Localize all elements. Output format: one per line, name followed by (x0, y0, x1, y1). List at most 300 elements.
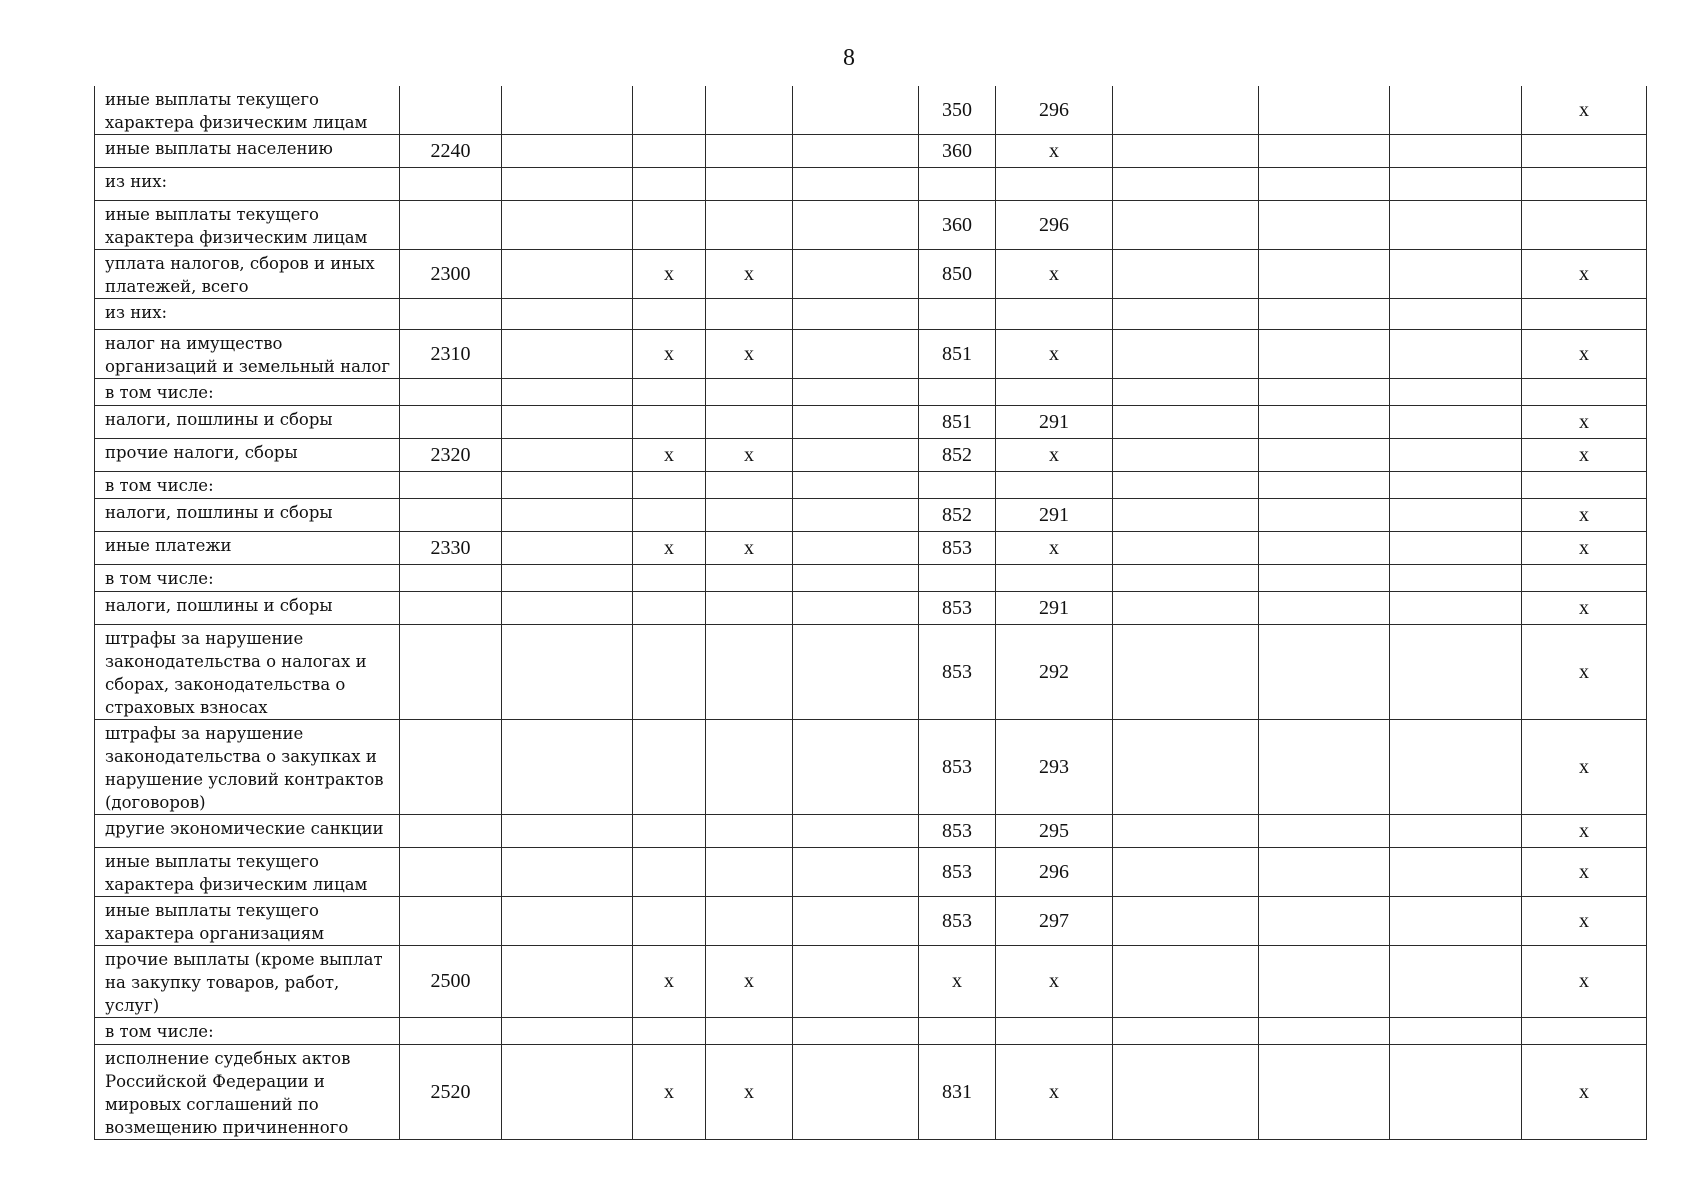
col3-cell (502, 815, 633, 848)
budget-code-cell (400, 472, 502, 499)
col3-cell (502, 565, 633, 592)
col11-cell (1390, 815, 1522, 848)
col12-cell: x (1522, 897, 1647, 946)
kosgu-code-cell: x (996, 135, 1113, 168)
col11-cell (1390, 168, 1522, 201)
col5-cell (706, 848, 793, 897)
col12-cell (1522, 1018, 1647, 1045)
col3-cell (502, 625, 633, 720)
budget-code-cell (400, 379, 502, 406)
budget-code-cell (400, 299, 502, 330)
budget-code-cell (400, 815, 502, 848)
col11-cell (1390, 379, 1522, 406)
col3-cell (502, 1045, 633, 1140)
row-name-cell: уплата налогов, сборов и иных платежей, всего (95, 250, 400, 299)
expense-type-code-cell: 852 (919, 499, 996, 532)
expense-type-code-cell: 853 (919, 848, 996, 897)
col5-cell: x (706, 330, 793, 379)
col3-cell (502, 1018, 633, 1045)
expense-type-code-cell: 851 (919, 330, 996, 379)
kosgu-code-cell (996, 1018, 1113, 1045)
col3-cell (502, 897, 633, 946)
col3-cell (502, 472, 633, 499)
row-name-cell: иные платежи (95, 532, 400, 565)
col6-cell (793, 897, 919, 946)
table-body (95, 86, 1647, 1140)
budget-code-cell: 2330 (400, 532, 502, 565)
col9-cell (1113, 379, 1259, 406)
col11-cell (1390, 848, 1522, 897)
table-row (95, 1045, 1647, 1140)
col6-cell (793, 848, 919, 897)
col9-cell (1113, 897, 1259, 946)
col11-cell (1390, 86, 1522, 135)
kosgu-code-cell: x (996, 1045, 1113, 1140)
col10-cell (1259, 330, 1390, 379)
col10-cell (1259, 439, 1390, 472)
row-name-cell: иные выплаты текущего характера физическим лицам (95, 848, 400, 897)
col11-cell (1390, 406, 1522, 439)
budget-code-cell (400, 86, 502, 135)
kosgu-code-cell (996, 168, 1113, 201)
col9-cell (1113, 299, 1259, 330)
kosgu-code-cell: 296 (996, 848, 1113, 897)
table-row (95, 565, 1647, 592)
budget-code-cell (400, 499, 502, 532)
col9-cell (1113, 499, 1259, 532)
col11-cell (1390, 565, 1522, 592)
col5-cell (706, 299, 793, 330)
budget-code-cell (400, 168, 502, 201)
col6-cell (793, 439, 919, 472)
col6-cell (793, 1045, 919, 1140)
col12-cell: x (1522, 848, 1647, 897)
col9-cell (1113, 135, 1259, 168)
kosgu-code-cell: x (996, 250, 1113, 299)
col5-cell (706, 592, 793, 625)
row-name-cell: штрафы за нарушение законодательства о закупках и нарушение условий контрактов (договоров) (95, 720, 400, 815)
table-row (95, 625, 1647, 720)
row-name-cell: иные выплаты текущего характера организациям (95, 897, 400, 946)
col12-cell: x (1522, 720, 1647, 815)
col5-cell (706, 135, 793, 168)
budget-code-cell (400, 897, 502, 946)
col4-cell (633, 720, 706, 815)
col10-cell (1259, 1045, 1390, 1140)
col5-cell: x (706, 250, 793, 299)
col4-cell: x (633, 439, 706, 472)
budget-code-cell (400, 406, 502, 439)
col4-cell (633, 815, 706, 848)
col11-cell (1390, 201, 1522, 250)
col10-cell (1259, 250, 1390, 299)
col9-cell (1113, 815, 1259, 848)
col5-cell (706, 815, 793, 848)
col3-cell (502, 532, 633, 565)
col9-cell (1113, 86, 1259, 135)
col3-cell (502, 499, 633, 532)
kosgu-code-cell: 291 (996, 406, 1113, 439)
col10-cell (1259, 897, 1390, 946)
table-row (95, 499, 1647, 532)
table-row (95, 815, 1647, 848)
col12-cell (1522, 472, 1647, 499)
col10-cell (1259, 625, 1390, 720)
col6-cell (793, 299, 919, 330)
col10-cell (1259, 815, 1390, 848)
col11-cell (1390, 299, 1522, 330)
report-table (94, 86, 1647, 1140)
col3-cell (502, 406, 633, 439)
col5-cell (706, 565, 793, 592)
expense-type-code-cell: 831 (919, 1045, 996, 1140)
kosgu-code-cell: 292 (996, 625, 1113, 720)
col12-cell (1522, 201, 1647, 250)
row-name-cell: в том числе: (95, 565, 400, 592)
col4-cell (633, 472, 706, 499)
budget-code-cell (400, 1018, 502, 1045)
expense-type-code-cell (919, 299, 996, 330)
expense-type-code-cell: 850 (919, 250, 996, 299)
budget-code-cell (400, 201, 502, 250)
kosgu-code-cell: x (996, 330, 1113, 379)
expense-type-code-cell: 853 (919, 592, 996, 625)
expense-type-code-cell: 853 (919, 815, 996, 848)
col3-cell (502, 201, 633, 250)
col9-cell (1113, 168, 1259, 201)
col4-cell (633, 897, 706, 946)
col4-cell (633, 379, 706, 406)
col12-cell: x (1522, 86, 1647, 135)
col12-cell: x (1522, 1045, 1647, 1140)
col10-cell (1259, 848, 1390, 897)
table-row (95, 406, 1647, 439)
expense-type-code-cell: 852 (919, 439, 996, 472)
kosgu-code-cell: 296 (996, 201, 1113, 250)
row-name-cell: налоги, пошлины и сборы (95, 592, 400, 625)
row-name-cell: штрафы за нарушение законодательства о налогах и сборах, законодательства о страховых взносах (95, 625, 400, 720)
kosgu-code-cell (996, 565, 1113, 592)
row-name-cell: из них: (95, 299, 400, 330)
col4-cell (633, 1018, 706, 1045)
col4-cell (633, 299, 706, 330)
col4-cell: x (633, 532, 706, 565)
kosgu-code-cell: 296 (996, 86, 1113, 135)
col10-cell (1259, 406, 1390, 439)
col9-cell (1113, 565, 1259, 592)
kosgu-code-cell (996, 472, 1113, 499)
expense-type-code-cell (919, 379, 996, 406)
col6-cell (793, 330, 919, 379)
col12-cell (1522, 379, 1647, 406)
budget-code-cell (400, 848, 502, 897)
col5-cell (706, 201, 793, 250)
budget-code-cell (400, 625, 502, 720)
table-row (95, 848, 1647, 897)
kosgu-code-cell: 297 (996, 897, 1113, 946)
col4-cell (633, 406, 706, 439)
col3-cell (502, 946, 633, 1018)
col12-cell (1522, 565, 1647, 592)
col12-cell: x (1522, 946, 1647, 1018)
page-number: 8 (843, 45, 855, 71)
table-row (95, 439, 1647, 472)
row-name-cell: иные выплаты текущего характера физическим лицам (95, 86, 400, 135)
col6-cell (793, 135, 919, 168)
kosgu-code-cell (996, 299, 1113, 330)
col6-cell (793, 472, 919, 499)
table-row (95, 946, 1647, 1018)
col12-cell: x (1522, 592, 1647, 625)
budget-code-cell (400, 592, 502, 625)
col3-cell (502, 86, 633, 135)
col4-cell: x (633, 250, 706, 299)
row-name-cell: иные выплаты населению (95, 135, 400, 168)
col4-cell (633, 499, 706, 532)
kosgu-code-cell: x (996, 439, 1113, 472)
row-name-cell: в том числе: (95, 472, 400, 499)
kosgu-code-cell: x (996, 532, 1113, 565)
col5-cell: x (706, 1045, 793, 1140)
col10-cell (1259, 168, 1390, 201)
col3-cell (502, 135, 633, 168)
kosgu-code-cell: 291 (996, 592, 1113, 625)
col5-cell (706, 379, 793, 406)
col5-cell (706, 86, 793, 135)
col11-cell (1390, 946, 1522, 1018)
row-name-cell: другие экономические санкции (95, 815, 400, 848)
expense-type-code-cell (919, 472, 996, 499)
table-row (95, 135, 1647, 168)
col6-cell (793, 406, 919, 439)
col11-cell (1390, 625, 1522, 720)
col5-cell (706, 472, 793, 499)
kosgu-code-cell: x (996, 946, 1113, 1018)
col4-cell (633, 86, 706, 135)
col11-cell (1390, 720, 1522, 815)
expense-type-code-cell: 853 (919, 532, 996, 565)
col10-cell (1259, 532, 1390, 565)
col12-cell: x (1522, 532, 1647, 565)
col12-cell: x (1522, 406, 1647, 439)
col4-cell (633, 592, 706, 625)
kosgu-code-cell (996, 379, 1113, 406)
col9-cell (1113, 439, 1259, 472)
expense-type-code-cell (919, 168, 996, 201)
col9-cell (1113, 946, 1259, 1018)
col11-cell (1390, 499, 1522, 532)
col10-cell (1259, 720, 1390, 815)
col5-cell (706, 720, 793, 815)
col10-cell (1259, 946, 1390, 1018)
col3-cell (502, 720, 633, 815)
budget-code-cell (400, 720, 502, 815)
expense-type-code-cell: 360 (919, 135, 996, 168)
col9-cell (1113, 1045, 1259, 1140)
col3-cell (502, 379, 633, 406)
budget-code-cell: 2320 (400, 439, 502, 472)
col9-cell (1113, 250, 1259, 299)
col10-cell (1259, 135, 1390, 168)
col10-cell (1259, 86, 1390, 135)
row-name-cell: налоги, пошлины и сборы (95, 499, 400, 532)
col10-cell (1259, 472, 1390, 499)
table-row (95, 472, 1647, 499)
col6-cell (793, 168, 919, 201)
budget-code-cell: 2310 (400, 330, 502, 379)
col9-cell (1113, 201, 1259, 250)
row-name-cell: налог на имущество организаций и земельный налог (95, 330, 400, 379)
col5-cell (706, 168, 793, 201)
table-row (95, 330, 1647, 379)
col4-cell (633, 135, 706, 168)
col6-cell (793, 1018, 919, 1045)
col11-cell (1390, 1045, 1522, 1140)
col6-cell (793, 379, 919, 406)
col10-cell (1259, 499, 1390, 532)
expense-type-code-cell: 853 (919, 897, 996, 946)
col5-cell (706, 897, 793, 946)
col10-cell (1259, 201, 1390, 250)
col5-cell (706, 406, 793, 439)
col4-cell (633, 168, 706, 201)
col5-cell (706, 625, 793, 720)
row-name-cell: прочие налоги, сборы (95, 439, 400, 472)
col12-cell: x (1522, 439, 1647, 472)
col4-cell (633, 848, 706, 897)
kosgu-code-cell: 293 (996, 720, 1113, 815)
table-row (95, 168, 1647, 201)
budget-code-cell: 2520 (400, 1045, 502, 1140)
col4-cell (633, 201, 706, 250)
col4-cell: x (633, 946, 706, 1018)
col3-cell (502, 592, 633, 625)
col11-cell (1390, 1018, 1522, 1045)
col9-cell (1113, 532, 1259, 565)
budget-code-cell (400, 565, 502, 592)
col11-cell (1390, 592, 1522, 625)
col9-cell (1113, 720, 1259, 815)
col6-cell (793, 499, 919, 532)
expense-type-code-cell (919, 565, 996, 592)
col11-cell (1390, 135, 1522, 168)
col3-cell (502, 848, 633, 897)
table-row (95, 250, 1647, 299)
col9-cell (1113, 472, 1259, 499)
col3-cell (502, 439, 633, 472)
expense-type-code-cell: 853 (919, 720, 996, 815)
row-name-cell: исполнение судебных актов Российской Федерации и мировых соглашений по возмещению причиненного (95, 1045, 400, 1140)
col6-cell (793, 946, 919, 1018)
kosgu-code-cell: 291 (996, 499, 1113, 532)
col6-cell (793, 815, 919, 848)
col9-cell (1113, 330, 1259, 379)
expense-type-code-cell: 851 (919, 406, 996, 439)
col6-cell (793, 532, 919, 565)
col5-cell (706, 1018, 793, 1045)
col4-cell (633, 625, 706, 720)
col4-cell: x (633, 1045, 706, 1140)
budget-code-cell: 2240 (400, 135, 502, 168)
row-name-cell: в том числе: (95, 379, 400, 406)
col5-cell: x (706, 532, 793, 565)
col6-cell (793, 625, 919, 720)
col6-cell (793, 592, 919, 625)
col5-cell: x (706, 946, 793, 1018)
budget-code-cell: 2500 (400, 946, 502, 1018)
expense-type-code-cell (919, 1018, 996, 1045)
col4-cell: x (633, 330, 706, 379)
col5-cell: x (706, 439, 793, 472)
table-row (95, 86, 1647, 135)
col4-cell (633, 565, 706, 592)
kosgu-code-cell: 295 (996, 815, 1113, 848)
col6-cell (793, 565, 919, 592)
col11-cell (1390, 532, 1522, 565)
col6-cell (793, 86, 919, 135)
row-name-cell: в том числе: (95, 1018, 400, 1045)
table-row (95, 1018, 1647, 1045)
col12-cell: x (1522, 499, 1647, 532)
table-row (95, 379, 1647, 406)
col12-cell (1522, 299, 1647, 330)
col3-cell (502, 250, 633, 299)
col12-cell: x (1522, 250, 1647, 299)
table-row (95, 532, 1647, 565)
col12-cell (1522, 168, 1647, 201)
expense-type-code-cell: 360 (919, 201, 996, 250)
col3-cell (502, 330, 633, 379)
table-row (95, 299, 1647, 330)
col6-cell (793, 201, 919, 250)
row-name-cell: прочие выплаты (кроме выплат на закупку товаров, работ, услуг) (95, 946, 400, 1018)
expense-type-code-cell: x (919, 946, 996, 1018)
col9-cell (1113, 1018, 1259, 1045)
col11-cell (1390, 330, 1522, 379)
expense-type-code-cell: 350 (919, 86, 996, 135)
col10-cell (1259, 565, 1390, 592)
expense-type-code-cell: 853 (919, 625, 996, 720)
col12-cell: x (1522, 625, 1647, 720)
col6-cell (793, 720, 919, 815)
col10-cell (1259, 592, 1390, 625)
col9-cell (1113, 848, 1259, 897)
col12-cell (1522, 135, 1647, 168)
col3-cell (502, 168, 633, 201)
col10-cell (1259, 1018, 1390, 1045)
table-row (95, 592, 1647, 625)
col6-cell (793, 250, 919, 299)
row-name-cell: налоги, пошлины и сборы (95, 406, 400, 439)
report-table-container (94, 86, 1646, 1140)
table-row (95, 720, 1647, 815)
col10-cell (1259, 379, 1390, 406)
col11-cell (1390, 472, 1522, 499)
col12-cell: x (1522, 330, 1647, 379)
budget-code-cell: 2300 (400, 250, 502, 299)
col10-cell (1259, 299, 1390, 330)
col11-cell (1390, 439, 1522, 472)
col11-cell (1390, 897, 1522, 946)
col3-cell (502, 299, 633, 330)
col11-cell (1390, 250, 1522, 299)
col9-cell (1113, 592, 1259, 625)
col12-cell: x (1522, 815, 1647, 848)
col5-cell (706, 499, 793, 532)
col9-cell (1113, 406, 1259, 439)
table-row (95, 897, 1647, 946)
row-name-cell: из них: (95, 168, 400, 201)
